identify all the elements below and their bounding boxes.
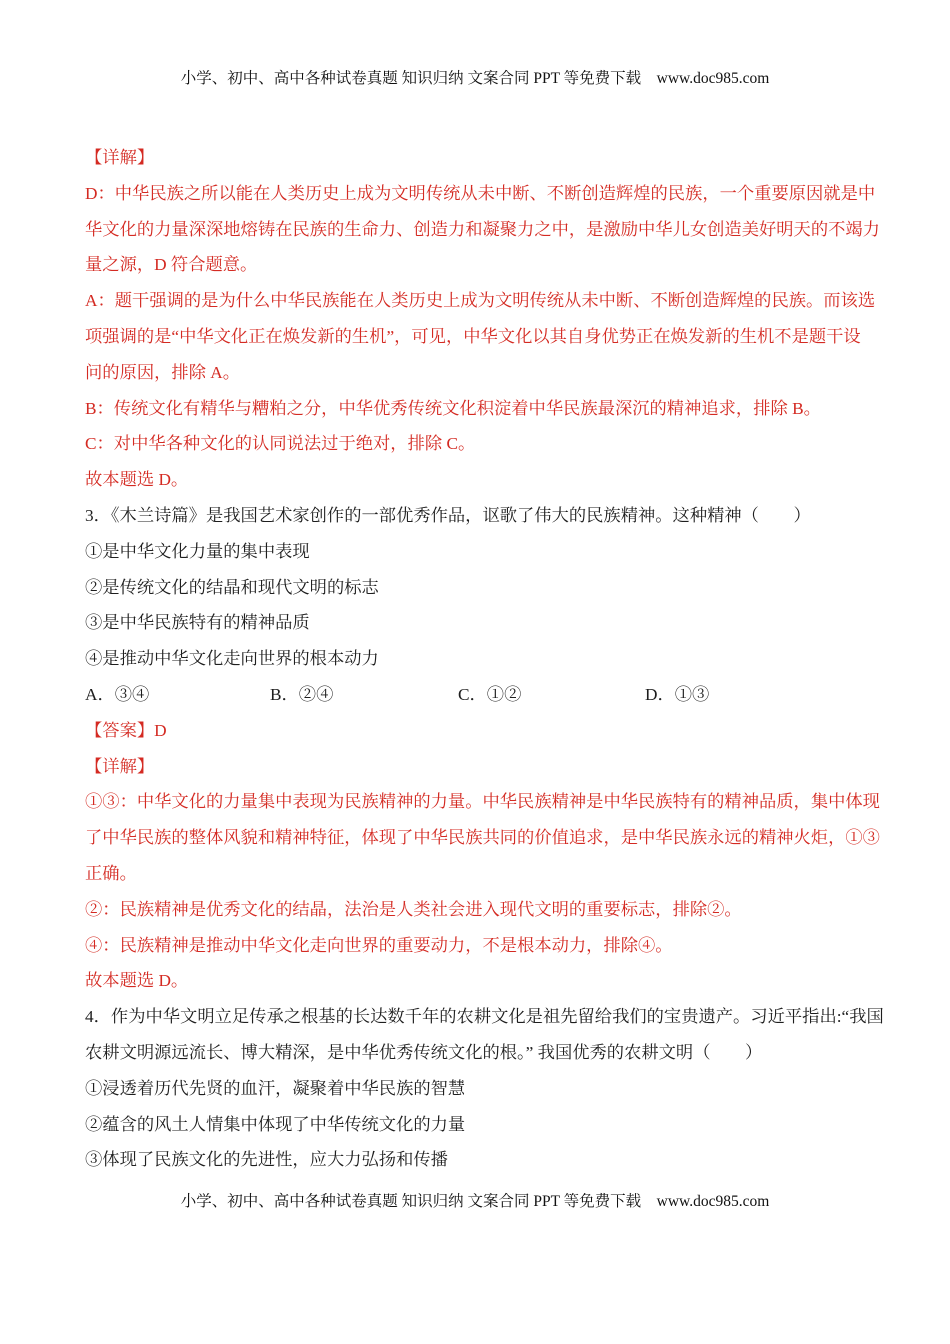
q3-explanation-line: ④：民族精神是推动中华文化走向世界的重要动力，不是根本动力，排除④。 bbox=[85, 935, 673, 955]
q2-explanation-line: 问的原因，排除 A。 bbox=[85, 362, 241, 382]
q4-item: ①浸透着历代先贤的血汗，凝聚着中华民族的智慧 bbox=[85, 1078, 466, 1098]
q2-explanation-line: B：传统文化有精华与糟粕之分，中华优秀传统文化积淀着中华民族最深沉的精神追求，排除 B。 bbox=[85, 398, 821, 418]
q2-conclusion-line: 故本题选 D。 bbox=[85, 470, 189, 490]
q2-explanation-line: D：中华民族之所以能在人类历史上成为文明传统从未中断、不断创造辉煌的民族，一个重要原因就是中 bbox=[85, 183, 876, 203]
q3-item: ③是中华民族特有的精神品质 bbox=[85, 613, 310, 633]
q2-detail-label: 【详解】 bbox=[85, 148, 155, 167]
q3-detail-label: 【详解】 bbox=[85, 756, 155, 776]
q3-item: ④是推动中华文化走向世界的根本动力 bbox=[85, 649, 379, 669]
page-header: 小学、初中、高中各种试卷真题 知识归纳 文案合同 PPT 等免费下载 www.doc985.com bbox=[180, 70, 770, 87]
q3-item: ①是中华文化力量的集中表现 bbox=[85, 541, 310, 561]
q2-explanation-line: 项强调的是“中华文化正在焕发新的生机”，可见，中华文化以其自身优势正在焕发新的生机不是题干设 bbox=[85, 326, 861, 346]
q3-conclusion-line: 故本题选 D。 bbox=[85, 971, 189, 991]
q3-option-a: A．③④ bbox=[85, 684, 150, 704]
q2-explanation-line: 华文化的力量深深地熔铸在民族的生命力、创造力和凝聚力之中，是激励中华儿女创造美好明天的不竭力 bbox=[85, 219, 880, 239]
q2-explanation-line: C：对中华各种文化的认同说法过于绝对，排除 C。 bbox=[85, 434, 476, 454]
q3-option-c: C．①② bbox=[458, 684, 522, 704]
q2-explanation-line: 量之源，D 符合题意。 bbox=[85, 255, 258, 275]
q3-options-row bbox=[85, 677, 865, 713]
q3-item: ②是传统文化的结晶和现代文明的标志 bbox=[85, 577, 379, 597]
q4-item: ③体现了民族文化的先进性，应大力弘扬和传播 bbox=[85, 1150, 448, 1170]
q4-item: ②蕴含的风土人情集中体现了中华传统文化的力量 bbox=[85, 1114, 466, 1134]
q3-explanation-line: ②：民族精神是优秀文化的结晶，法治是人类社会进入现代文明的重要标志，排除②。 bbox=[85, 899, 742, 919]
q4-stem-line: 农耕文明源远流长、博大精深，是中华优秀传统文化的根。” 我国优秀的农耕文明（ ） bbox=[85, 1042, 763, 1062]
q2-explanation-line: A：题干强调的是为什么中华民族能在人类历史上成为文明传统从未中断、不断创造辉煌的民族。而该选 bbox=[85, 291, 876, 311]
document-body bbox=[85, 140, 884, 1178]
q3-explanation-line: 正确。 bbox=[85, 863, 137, 883]
q3-explanation-line: 了中华民族的整体风貌和精神特征，体现了中华民族共同的价值追求，是中华民族永远的精神火炬，①③ bbox=[85, 828, 880, 848]
page-footer: 小学、初中、高中各种试卷真题 知识归纳 文案合同 PPT 等免费下载 www.doc985.com bbox=[180, 1193, 770, 1210]
q3-answer-label: 【答案】D bbox=[85, 720, 167, 740]
q3-option-d: D．①③ bbox=[645, 684, 710, 704]
q4-stem-line: 4．作为中华文明立足传承之根基的长达数千年的农耕文化是祖先留给我们的宝贵遗产。习近平指出:“我国 bbox=[85, 1007, 884, 1027]
q3-option-b: B．②④ bbox=[270, 684, 334, 704]
q3-stem: 3．《木兰诗篇》是我国艺术家创作的一部优秀作品，讴歌了伟大的民族精神。这种精神（ ） bbox=[85, 505, 811, 525]
q3-explanation-line: ①③：中华文化的力量集中表现为民族精神的力量。中华民族精神是中华民族特有的精神品质，集中体现 bbox=[85, 792, 880, 812]
